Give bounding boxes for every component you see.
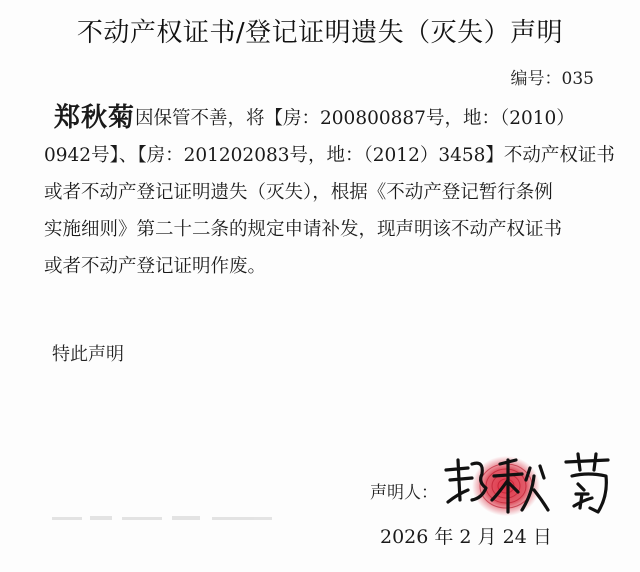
document-title: 不动产权证书/登记证明遗失（灭失）声明 — [76, 18, 564, 48]
body-line-2: 0942号】、【房：201202083号，地：（2012）3458】不动产权证书 — [44, 145, 615, 166]
body-line-4: 实施细则》第二十二条的规定申请补发，现声明该不动产权证书 — [44, 219, 563, 240]
declarant-label: 声明人： — [370, 483, 438, 503]
document-number: 编号：035 — [510, 69, 594, 89]
body-line-3: 或者不动产登记证明遗失（灭失），根据《不动产登记暂行条例 — [44, 182, 553, 203]
body-line-1 — [44, 100, 604, 137]
closing-remark: 特此声明 — [52, 344, 124, 365]
scan-smudge — [52, 512, 282, 526]
statement-date: 2026 年 2 月 24 日 — [380, 526, 552, 548]
declarant-name: 郑秋菊 — [54, 103, 136, 133]
statement-body — [44, 100, 615, 285]
body-line-1-text: 因保管不善，将【房：200800887号，地：（2010） — [135, 108, 575, 129]
body-line-5: 或者不动产登记证明作废。 — [44, 256, 267, 277]
signature-with-fingerprint — [438, 450, 618, 530]
